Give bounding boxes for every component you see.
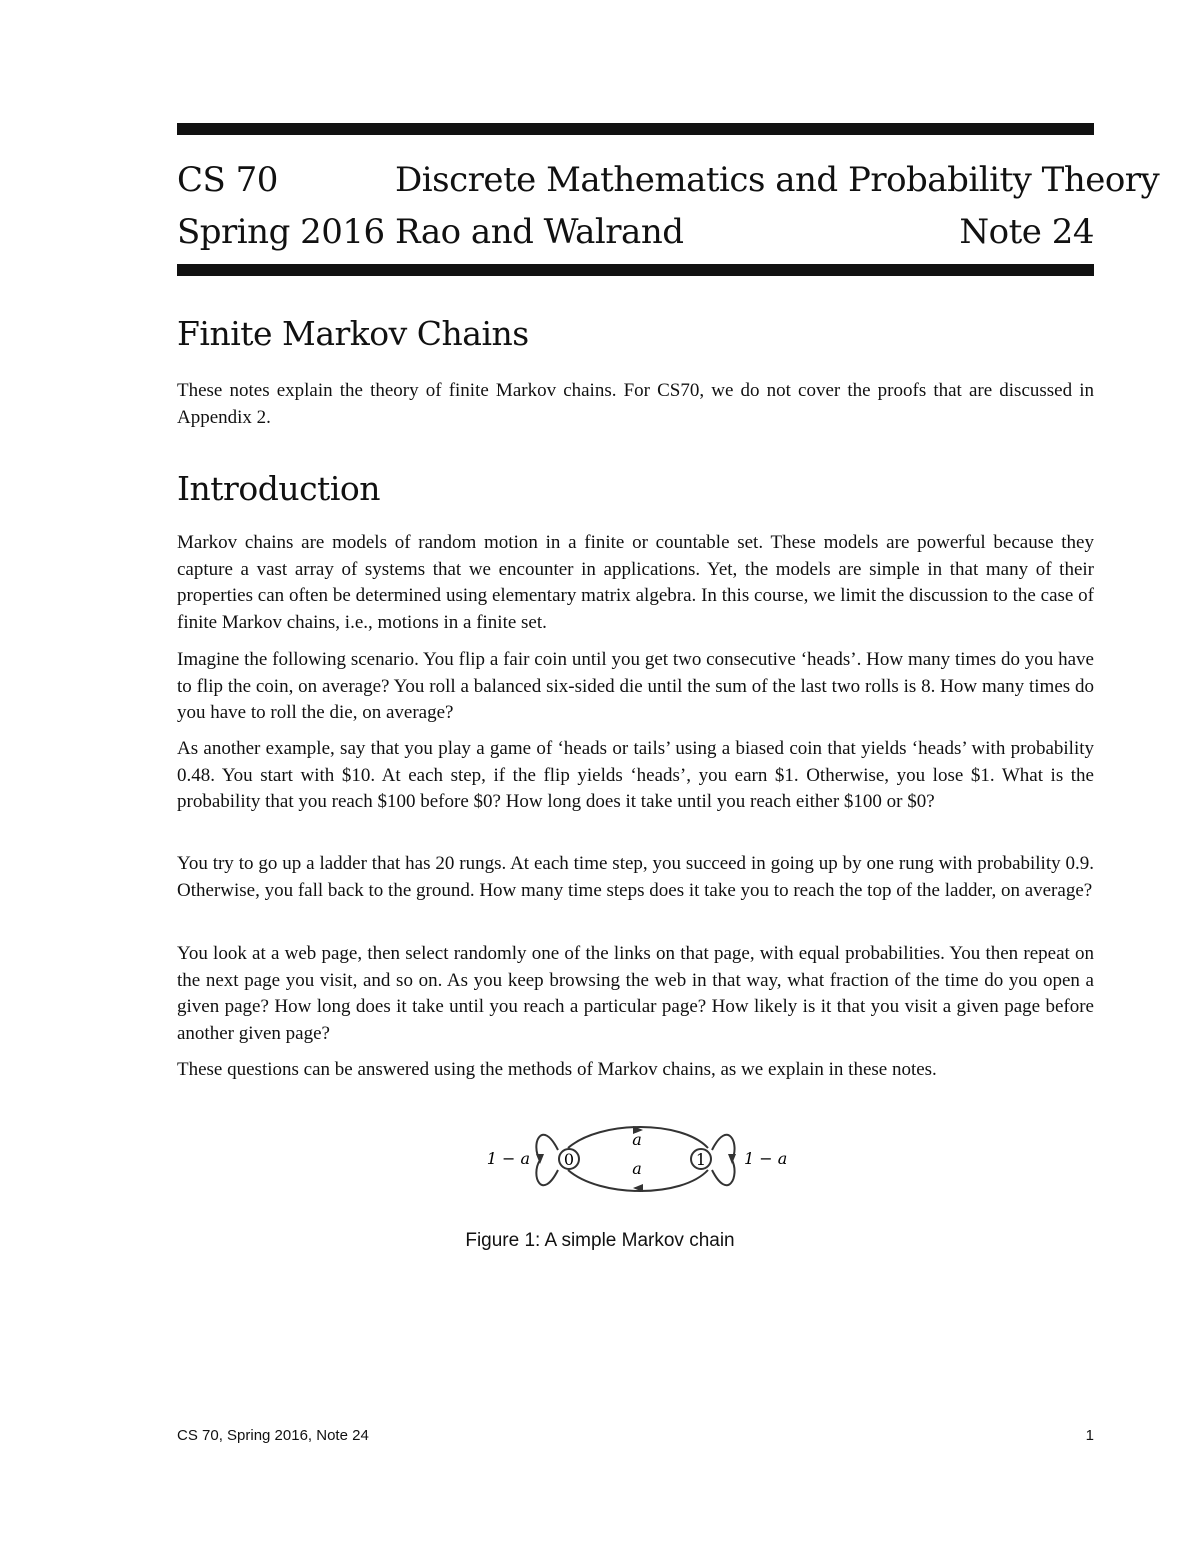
state-1-label: 1 — [695, 1150, 707, 1169]
course-authors: Rao and Walrand — [395, 212, 684, 252]
paragraph-1: Markov chains are models of random motion in a finite or countable set. These models are powerful because they capture a vast array of systems that we encounter in applications. Yet, the models are simple in that many of their properties can often be determined using elementary matrix algebra. In this course, we limit the discussion to the case of finite Markov chains, i.e., motions in a finite set. — [177, 532, 1094, 633]
paragraph-2: Imagine the following scenario. You flip a fair coin until you get two consecutive ‘heads’. How many times do you have to flip the coin, on average? You roll a balanced six-sided die until the sum of the last two rolls is 8. How many times do you have to roll the die, on average? — [177, 649, 1094, 723]
course-title: Discrete Mathematics and Probability Theory — [395, 160, 1160, 200]
course-code: CS 70 — [177, 160, 278, 200]
paragraph-6: These questions can be answered using the methods of Markov chains, as we explain in these notes. — [177, 1059, 937, 1080]
markov-chain-diagram — [470, 1120, 800, 1200]
header-rule-top — [177, 123, 1094, 135]
edge-top-label: a — [632, 1130, 642, 1149]
self-loop-left-arrow — [536, 1154, 544, 1164]
self-loop-left-label: 1 − a — [486, 1149, 530, 1168]
course-term: Spring 2016 — [177, 212, 385, 252]
note-number: Note 24 — [959, 212, 1094, 252]
paragraph-4: You try to go up a ladder that has 20 rungs. At each time step, you succeed in going up by one rung with probability 0.9. Otherwise, you fall back to the ground. How many time steps does it take you to reach the top of the ladder, on average? — [177, 853, 1094, 901]
state-0-label: 0 — [563, 1150, 575, 1169]
header-rule-bottom — [177, 264, 1094, 276]
section-heading-introduction: Introduction — [177, 469, 380, 508]
self-loop-right-arrow — [728, 1154, 736, 1164]
paragraph-5: You look at a web page, then select randomly one of the links on that page, with equal probabilities. You then repeat on the next page you visit, and so on. As you keep browsing the web in that way, what fraction of the time do you open a given page? How long does it take until you reach a particular page? How likely is it that you visit a given page before another given page? — [177, 943, 1094, 1044]
abstract-paragraph: These notes explain the theory of finite Markov chains. For CS70, we do not cover the proofs that are discussed in Appendix 2. — [177, 380, 1094, 428]
footer-page-number: 1 — [1085, 1427, 1094, 1444]
paragraph-3: As another example, say that you play a game of ‘heads or tails’ using a biased coin that yields ‘heads’ with probability 0.48. You start with $10. At each step, if the flip yields ‘heads’, you earn $1. Otherwise, you lose $1. What is the probability that you reach $100 before $0? How long does it take until you reach either $100 or $0? — [177, 738, 1094, 812]
figure-caption: Figure 1: A simple Markov chain — [465, 1230, 735, 1251]
self-loop-right-label: 1 − a — [744, 1149, 788, 1168]
edge-bottom-label: a — [632, 1159, 642, 1178]
markov-chain-figure — [470, 1120, 800, 1200]
section-heading-finite-markov-chains: Finite Markov Chains — [177, 314, 529, 353]
footer-note-label: CS 70, Spring 2016, Note 24 — [177, 1427, 369, 1444]
